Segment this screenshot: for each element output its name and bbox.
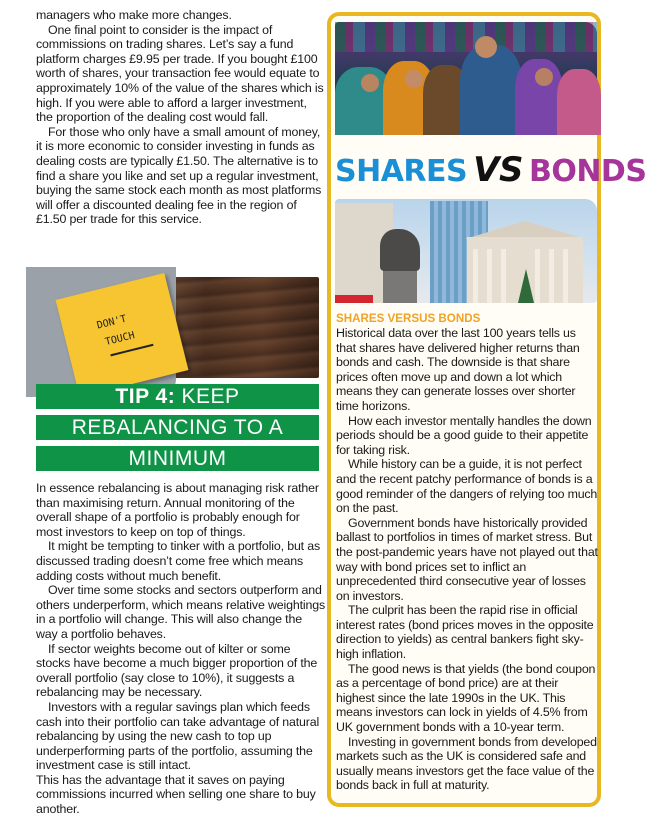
trader-head xyxy=(361,74,379,92)
tip-heading-text: KEEP xyxy=(175,385,240,408)
equestrian-statue xyxy=(380,229,420,271)
paragraph: Investors with a regular savings plan which feeds cash into their portfolio can take advantage of natural rebalancing by using the new cash to top up underperforming parts of the portfolio, assuming the investment case is still intact. xyxy=(36,699,320,773)
dont-touch-photo xyxy=(36,277,319,378)
paragraph: For those who only have a small amount of money, it is more economic to consider investing in funds as dealing costs are typically £1.50. The alternative is to find a share you like and set up a regular investment, buying the same stock each month as most platforms will offer a discounted dealing fee in the region of £1.50 per trade for this service. xyxy=(36,124,322,227)
trader-figure xyxy=(557,69,601,135)
column xyxy=(473,249,478,303)
column xyxy=(549,249,554,303)
note-text-line2: TOUCH xyxy=(104,330,136,349)
paragraph: Historical data over the last 100 years tells us that shares have delivered higher returns than bonds and cash. The downside is that share prices often move up and down a lot which means they can generate losses over shorter time horizons. xyxy=(336,326,580,413)
paragraph: Government bonds have historically provided ballast to portfolios in times of market stress. But the post-pandemic years have not played out that way with bond prices set to inflict an unprecedented third consecutive year of losses on investors. xyxy=(336,515,598,603)
paragraph: The culprit has been the rapid rise in official interest rates (bond prices moves in the opposite direction to yields) as central bankers fight sky-high inflation. xyxy=(336,603,594,662)
sidebar-text xyxy=(336,312,598,793)
christmas-tree xyxy=(518,269,534,303)
trading-screens xyxy=(335,22,597,52)
column xyxy=(535,249,540,303)
column xyxy=(563,249,568,303)
column xyxy=(501,249,506,303)
tip-body xyxy=(36,481,326,817)
paragraph: The good news is that yields (the bond coupon as a percentage of bond price) are at their highest since the late 1990s in the UK. This means investors can lock in yields of 4.5% from UK government bonds with a 10-year term. xyxy=(336,661,596,735)
tip-number: TIP 4: xyxy=(115,385,176,408)
paragraph: This has the advantage that it saves on paying commissions incurred when selling one share to buy another. xyxy=(36,772,316,817)
traders-photo xyxy=(335,22,597,135)
trader-head xyxy=(535,68,553,86)
trader-head xyxy=(405,70,423,88)
trader-figure xyxy=(460,45,522,135)
tip-heading-line1 xyxy=(36,384,319,409)
paragraph: Over time some stocks and sectors outperform and others underperform, which means relative weightings in a portfolio will change. This will also change the way a portfolio behaves. xyxy=(36,583,326,641)
sidebar-kicker: SHARES VERSUS BONDS xyxy=(336,312,481,325)
paragraph: While history can be a guide, it is not perfect and the recent patchy performance of bonds is a good reminder of the dangers of relying too much on the past. xyxy=(336,457,598,516)
note-text-line1: DON'T xyxy=(95,313,128,332)
tip-heading-line3: MINIMUM xyxy=(36,446,319,471)
paragraph: Investing in government bonds from developed markets such as the UK is considered safe and usually means investors get the face value of the bonds back in full at maturity. xyxy=(336,734,597,793)
paragraph: managers who make more changes. xyxy=(36,8,232,22)
note-underline xyxy=(110,344,153,357)
shares-vs-bonds-title xyxy=(335,150,646,190)
title-shares: SHARES xyxy=(335,154,468,189)
city-of-london-photo xyxy=(335,199,597,303)
paragraph: In essence rebalancing is about managing risk rather than maximising return. Annual monitoring of the overall shape of a portfolio is probably enough for most investors to keep on top of things. xyxy=(36,481,319,539)
statue-plinth xyxy=(383,269,417,303)
trader-head xyxy=(475,36,497,58)
article-intro xyxy=(36,8,324,227)
paragraph: One final point to consider is the impact of commissions on trading shares. Let’s say a fund platform charges £9.95 per trade. If you bought £100 worth of shares, your transaction fee would equate to approximately 10% of the value of the shares which is high. If you were able to afford a larger investment, the proportion of the dealing cost would fall. xyxy=(36,22,324,125)
tip-heading-line2: REBALANCING TO A xyxy=(36,415,319,440)
paragraph: How each investor mentally handles the down periods should be a good guide to their appetite for taking risk. xyxy=(336,413,592,457)
red-bus xyxy=(335,295,373,303)
title-vs: VS xyxy=(473,150,523,190)
paragraph: If sector weights become out of kilter or some stocks have become a much bigger proportion of the overall portfolio (say close to 10%), it suggests a rebalancing may be necessary. xyxy=(36,641,318,700)
column xyxy=(487,249,492,303)
paragraph: It might be tempting to tinker with a portfolio, but as discussed trading doesn’t come free which means adding costs without much benefit. xyxy=(36,539,321,583)
title-bonds: BONDS xyxy=(528,154,646,189)
